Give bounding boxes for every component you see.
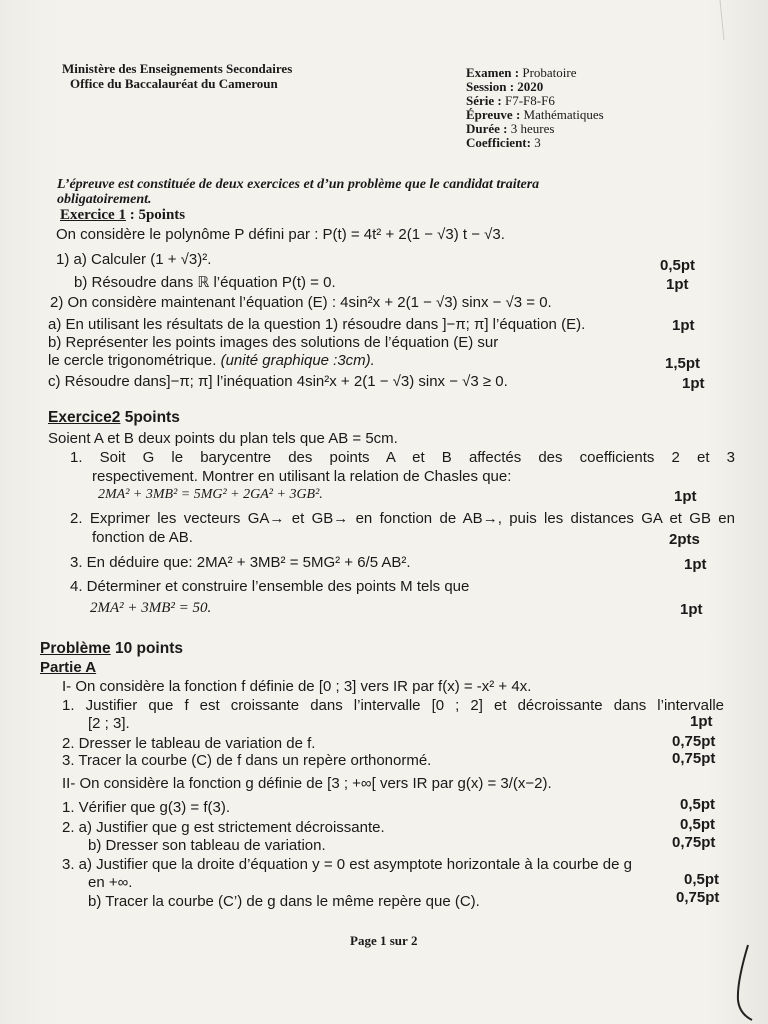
ex1-line-8-points: 1pt [682, 375, 705, 392]
prob-ii2-b: b) Dresser son tableau de variation. [88, 837, 326, 854]
exercice2-points: 5points [120, 409, 180, 426]
page-total: 2 [411, 933, 418, 948]
ex1-line-2: 1) a) Calculer (1 + √3)². [56, 251, 212, 268]
ex1-line-5-points: 1pt [672, 317, 695, 334]
ex1-line-5: a) En utilisant les résultats de la question 1) résoudre dans ]−π; π] l’équation (E). [48, 316, 586, 333]
ex1-line-7-points: 1,5pt [665, 355, 701, 372]
prob-ii1: 1. Vérifier que g(3) = f(3). [62, 799, 230, 816]
prob-i-heading: I- On considère la fonction f définie de [0 ; 3] vers IR par f(x) = -x² + 4x. [62, 678, 532, 695]
ex1-line-1: On considère le polynôme P défini par : P(t) = 4t² + 2(1 − √3) t − √3. [56, 226, 505, 243]
ex1-line-6: b) Représenter les points images des solutions de l’équation (E) sur [48, 334, 499, 351]
ex1-line-7-text: le cercle trigonométrique. [48, 352, 217, 369]
prob-i2: 2. Dresser le tableau de variation de f. [62, 735, 316, 752]
page-footer [350, 933, 418, 949]
prob-i1-points: 1pt [690, 713, 713, 730]
exam-label: Examen : [466, 65, 520, 80]
page-number: 1 [379, 933, 387, 948]
ex2-q2-line-a: 2. Exprimer les vecteurs GA→ et GB→ en fonction de AB→, puis les distances GA et GB en [70, 510, 735, 527]
prob-ii2-a-points: 0,5pt [680, 816, 716, 833]
prob-ii3-a-cont: en +∞. [88, 874, 133, 891]
prob-i1-line-a: 1. Justifier que f est croissante dans l’intervalle [0 ; 2] et décroissante dans l’intervalle [62, 697, 724, 714]
prob-ii-heading: II- On considère la fonction g définie de [3 ; +∞[ vers IR par g(x) = 3/(x−2). [62, 775, 552, 792]
ex2-q2-line-b: fonction de AB. [92, 529, 193, 546]
page-word: Page [350, 933, 377, 948]
ex2-q2-points: 2pts [669, 531, 700, 548]
epreuve-label: Épreuve : [466, 107, 521, 122]
prob-ii1-points: 0,5pt [680, 796, 716, 813]
prob-ii2-a: 2. a) Justifier que g est strictement décroissante. [62, 819, 385, 836]
ex2-line-1: Soient A et B deux points du plan tels que AB = 5cm. [48, 430, 398, 447]
prob-i3-points: 0,75pt [672, 750, 716, 767]
ex1-line-4: 2) On considère maintenant l’équation (E) : 4sin²x + 2(1 − √3) sinx − √3 = 0. [50, 294, 552, 311]
coef-value: 3 [534, 135, 541, 150]
ex2-q1-line-b: respectivement. Montrer en utilisant la relation de Chasles que: [92, 468, 512, 485]
exercice1-heading [60, 207, 185, 224]
page-sur: sur [389, 933, 408, 948]
serie-value: F7-F8-F6 [504, 93, 555, 108]
exercice2-heading [48, 409, 180, 427]
ex2-q4-line-a: 4. Déterminer et construire l’ensemble des points M tels que [70, 578, 470, 595]
ex2-q1-line-c: 2MA² + 3MB² = 5MG² + 2GA² + 3GB². [98, 487, 323, 502]
ministry-line-1: Ministère des Enseignements Secondaires [62, 61, 293, 76]
intro-line-1: L’épreuve est constituée de deux exercices et d’un problème que le candidat traitera [57, 177, 540, 192]
prob-i1-line-b: [2 ; 3]. [88, 715, 130, 732]
session-value: 2020 [517, 79, 544, 94]
epreuve-value: Mathématiques [523, 107, 604, 122]
prob-ii3-a-points: 0,5pt [684, 871, 720, 888]
ex2-q3-points: 1pt [684, 556, 707, 573]
session-label: Session : [466, 79, 515, 94]
duree-label: Durée : [466, 121, 508, 136]
partie-a-title: Partie A [40, 659, 97, 676]
ex2-q1-points: 1pt [674, 488, 697, 505]
ex2-q3: 3. En déduire que: 2MA² + 3MB² = 5MG² + 6/5 AB². [70, 554, 411, 571]
ex2-q4-line-b: 2MA² + 3MB² = 50. [90, 600, 212, 616]
prob-ii3-b: b) Tracer la courbe (C’) de g dans le même repère que (C). [88, 893, 480, 910]
prob-i3: 3. Tracer la courbe (C) de f dans un repère orthonormé. [62, 752, 432, 769]
exam-info [466, 66, 604, 150]
prob-ii2-b-points: 0,75pt [672, 834, 716, 851]
ministry-line-2: Office du Baccalauréat du Cameroun [70, 76, 278, 91]
probleme-title: Problème [40, 640, 111, 657]
ex1-line-7-unit: (unité graphique :3cm). [220, 352, 375, 369]
ex1-line-8: c) Résoudre dans]−π; π] l’inéquation 4sin²x + 2(1 − √3) sinx − √3 ≥ 0. [48, 373, 508, 390]
probleme-heading [40, 640, 183, 658]
prob-ii3-a: 3. a) Justifier que la droite d’équation y = 0 est asymptote horizontale à la courbe de g [62, 856, 632, 873]
exercice1-title: Exercice 1 [60, 207, 126, 223]
probleme-points: 10 points [110, 640, 183, 657]
ex1-line-7 [48, 352, 375, 369]
exercice2-title: Exercice2 [48, 409, 121, 426]
exercice1-points: : 5points [125, 207, 186, 223]
ex1-line-2-points: 0,5pt [660, 257, 696, 274]
ex2-q4-points: 1pt [680, 601, 703, 618]
exam-value: Probatoire [522, 65, 577, 80]
coef-label: Coefficient: [466, 135, 531, 150]
ex1-line-3-points: 1pt [666, 276, 689, 293]
intro-line-2: obligatoirement. [57, 192, 152, 207]
duree-value: 3 heures [510, 121, 555, 136]
ex2-q1-line-a: 1. Soit G le barycentre des points A et B affectés des coefficients 2 et 3 [70, 449, 735, 466]
prob-i2-points: 0,75pt [672, 733, 716, 750]
prob-ii3-b-points: 0,75pt [676, 889, 720, 906]
ex1-line-3: b) Résoudre dans ℝ l’équation P(t) = 0. [74, 274, 336, 291]
serie-label: Série : [466, 93, 502, 108]
